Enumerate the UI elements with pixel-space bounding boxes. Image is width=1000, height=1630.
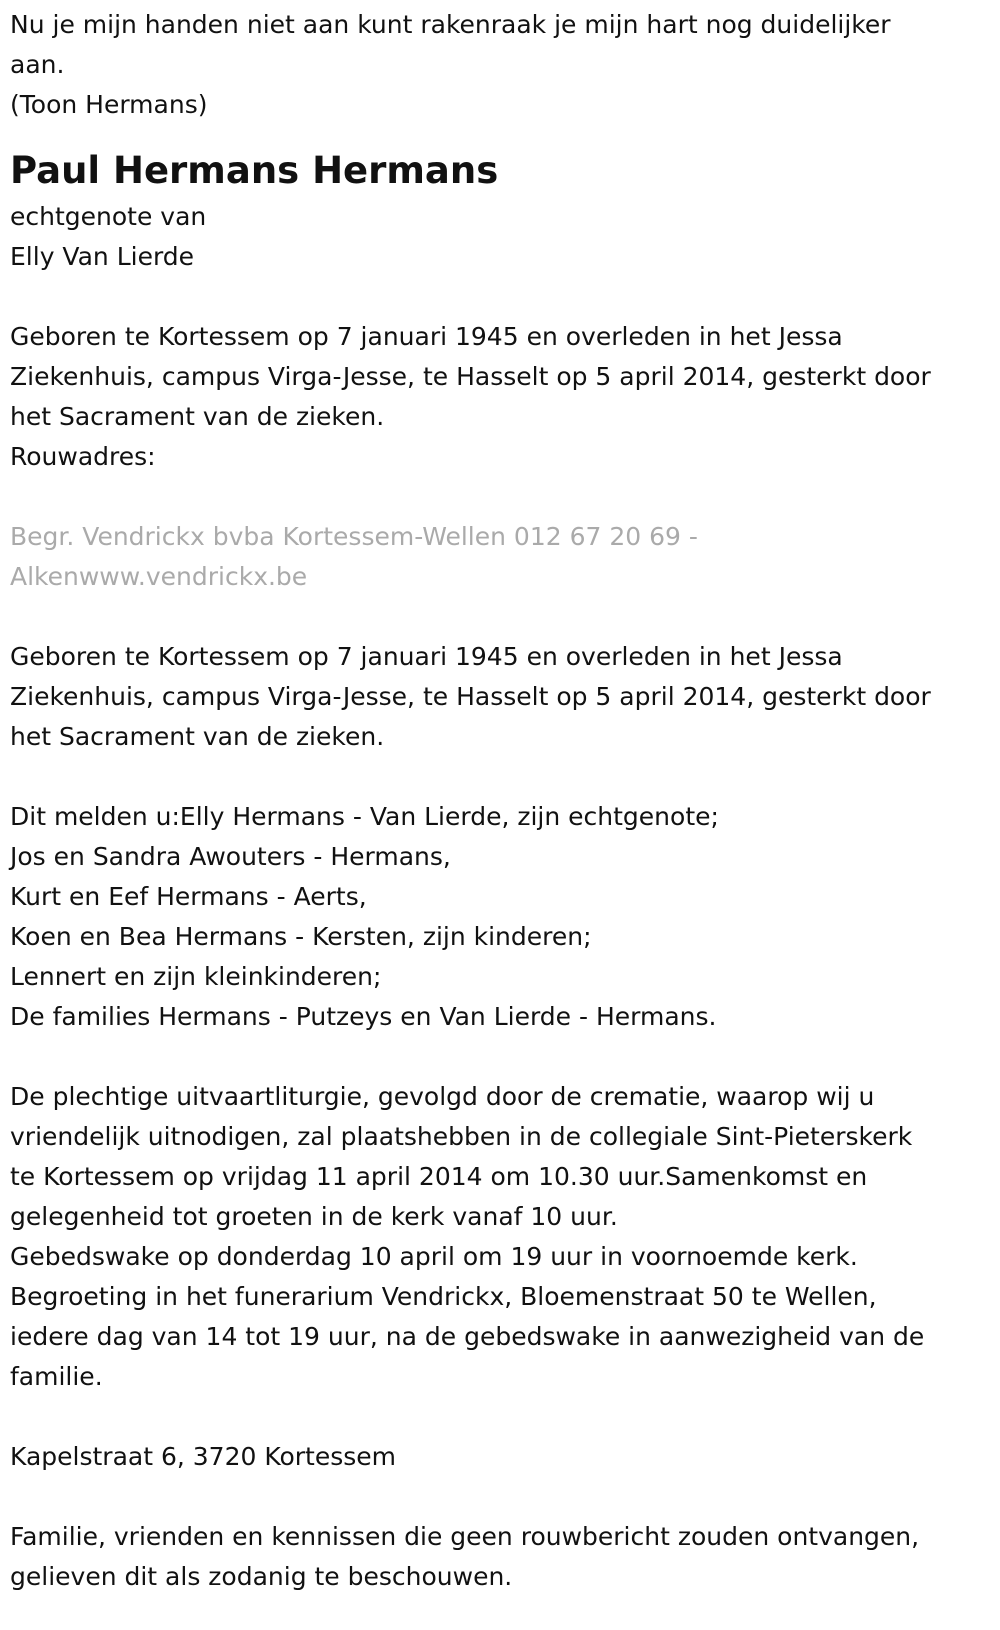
quote-block [10, 5, 990, 125]
mourning-address: Kapelstraat 6, 3720 Kortessem [10, 1442, 397, 1471]
family-line: Kurt en Eef Hermans - Aerts, [10, 882, 367, 911]
paragraph-line: het Sacrament van de zieken. [10, 722, 385, 751]
quote-line: Nu je mijn handen niet aan kunt rakenraak je mijn hart nog duidelijker [10, 10, 891, 39]
funeral-home-line: Begr. Vendrickx bvba Kortessem-Wellen 012 67 20 69 - [10, 522, 698, 551]
family-line: Koen en Bea Hermans - Kersten, zijn kinderen; [10, 922, 592, 951]
deceased-block [10, 145, 990, 277]
closing-line: Familie, vrienden en kennissen die geen rouwbericht zouden ontvangen, [10, 1522, 920, 1551]
paragraph-line: Ziekenhuis, campus Virga-Jesse, te Hasselt op 5 april 2014, gesterkt door [10, 682, 931, 711]
family-block [10, 797, 990, 1037]
rouwadres-label: Rouwadres: [10, 442, 156, 471]
spouse-name: Elly Van Lierde [10, 242, 195, 271]
family-line: Jos en Sandra Awouters - Hermans, [10, 842, 451, 871]
quote-author: (Toon Hermans) [10, 90, 208, 119]
closing-line: gelieven dit als zodanig te beschouwen. [10, 1562, 513, 1591]
birth-death-paragraph [10, 317, 990, 477]
ceremony-block [10, 1077, 990, 1397]
family-line: Dit melden u:Elly Hermans - Van Lierde, zijn echtgenote; [10, 802, 719, 831]
ceremony-line: vriendelijk uitnodigen, zal plaatshebben in de collegiale Sint-Pieterskerk [10, 1122, 913, 1151]
ceremony-line: Gebedswake op donderdag 10 april om 19 uur in voornoemde kerk. [10, 1242, 858, 1271]
ceremony-line: De plechtige uitvaartliturgie, gevolgd door de crematie, waarop wij u [10, 1082, 875, 1111]
relation-text: echtgenote van [10, 202, 207, 231]
paragraph-line: Geboren te Kortessem op 7 januari 1945 en overleden in het Jessa [10, 642, 843, 671]
paragraph-line: Geboren te Kortessem op 7 januari 1945 en overleden in het Jessa [10, 322, 843, 351]
closing-block [10, 1517, 990, 1597]
funeral-home-block [10, 517, 990, 597]
paragraph-line: het Sacrament van de zieken. [10, 402, 385, 431]
ceremony-line: gelegenheid tot groeten in de kerk vanaf 10 uur. [10, 1202, 618, 1231]
ceremony-line: familie. [10, 1362, 103, 1391]
birth-death-paragraph-repeat [10, 637, 990, 757]
family-line: De families Hermans - Putzeys en Van Lierde - Hermans. [10, 1002, 717, 1031]
family-line: Lennert en zijn kleinkinderen; [10, 962, 382, 991]
ceremony-line: iedere dag van 14 tot 19 uur, na de gebedswake in aanwezigheid van de [10, 1322, 925, 1351]
funeral-home-link[interactable]: Alkenwww.vendrickx.be [10, 562, 308, 591]
deceased-name: Paul Hermans Hermans [10, 149, 499, 192]
ceremony-line: te Kortessem op vrijdag 11 april 2014 om 10.30 uur.Samenkomst en [10, 1162, 868, 1191]
quote-line: aan. [10, 50, 65, 79]
ceremony-line: Begroeting in het funerarium Vendrickx, Bloemenstraat 50 te Wellen, [10, 1282, 877, 1311]
paragraph-line: Ziekenhuis, campus Virga-Jesse, te Hasselt op 5 april 2014, gesterkt door [10, 362, 931, 391]
